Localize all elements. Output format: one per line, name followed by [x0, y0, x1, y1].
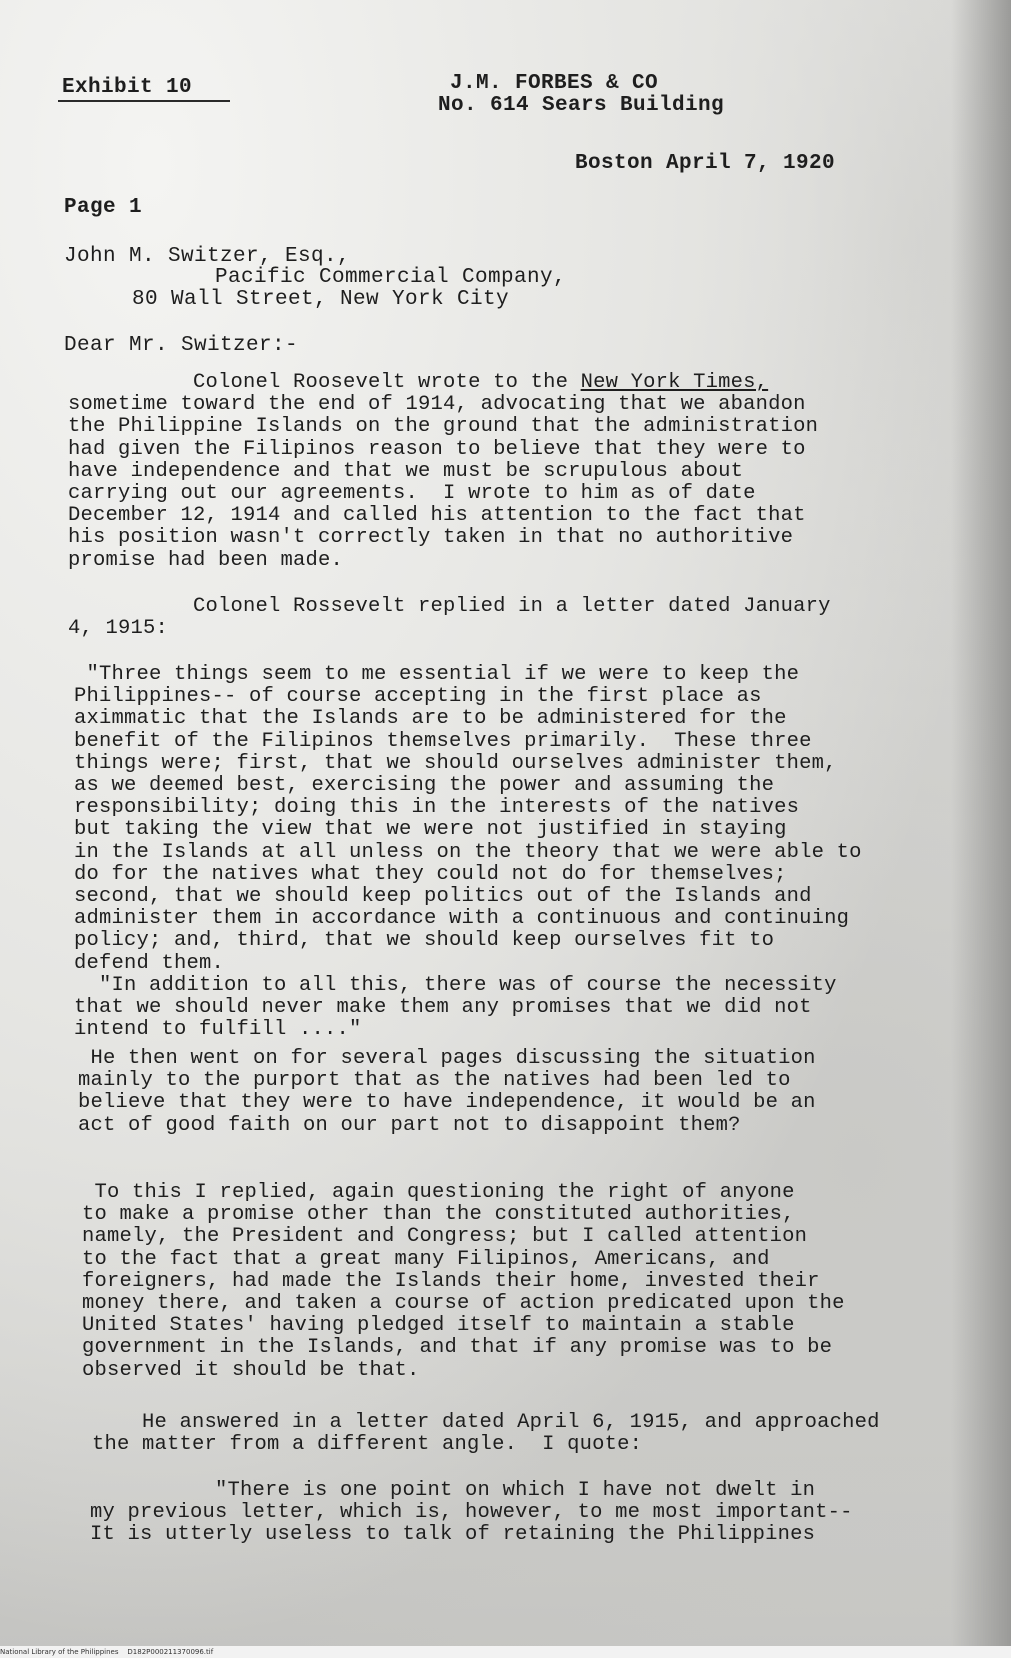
- addressee-street: 80 Wall Street, New York City: [132, 288, 510, 311]
- exhibit-label: Exhibit 10: [62, 76, 193, 99]
- paragraph-1: [68, 372, 818, 572]
- letterhead-company: J.M. FORBES & CO: [450, 72, 659, 95]
- page-number: Page 1: [64, 196, 143, 219]
- paragraph-5: To this I replied, again questioning the right of anyone to make a promise other than the constituted authorities, namely, the President and Congress; but I called attention to the fact that a great many Filipinos, Americans, and foreigners, had made the Islands their home, invested their money there, and taken a course of action predicated upon the United States' having pledged itself to maintain a stable government in the Islands, and that if any promise was to be observed it should be that.: [82, 1181, 845, 1382]
- paragraph-2: Colonel Rossevelt replied in a letter dated January 4, 1915:: [68, 595, 831, 641]
- letter-date: Boston April 7, 1920: [575, 152, 836, 175]
- exhibit-underline: [58, 100, 230, 102]
- addressee-company: Pacific Commercial Company,: [215, 266, 567, 289]
- paragraph-1-lead: Colonel Roosevelt wrote to the: [68, 371, 581, 394]
- paragraph-4: He then went on for several pages discussing the situation mainly to the purport that as the natives had been led to believe that they were to have independence, it would be an act of good faith on our part not to disappoint them?: [78, 1047, 816, 1137]
- newspaper-title: New York Times,: [580, 371, 769, 394]
- page-shadow: [951, 0, 1011, 1658]
- salutation: Dear Mr. Switzer:-: [64, 334, 299, 357]
- paragraph-1-rest: sometime toward the end of 1914, advocating that we abandon the Philippine Islands on the ground that the administration had given the Filipinos reason to believe that they were to have independence and that we must be scrupulous about carrying out our agreements. I wrote to him as of date December 12, 1914 and called his attention to the fact that his position wasn't correctly taken in that no authoritive promise had been made.: [68, 393, 819, 572]
- quoted-letter-2: "There is one point on which I have not dwelt in my previous letter, which is, however, to me most important-- It is utterly useless to talk of retaining the Philippines: [90, 1479, 853, 1547]
- paragraph-6: He answered in a letter dated April 6, 1915, and approached the matter from a different angle. I quote:: [92, 1411, 880, 1457]
- archive-footer: National Library of the Philippines D182P000211370096.tif: [0, 1646, 1011, 1658]
- quoted-letter-1: "Three things seem to me essential if we were to keep the Philippines-- of course accepting in the first place as aximmatic that the Islands are to be administered for the benefit of the Filipinos themselves primarily. These three things were; first, that we should ourselves administer them, as we deemed best, exercising the power and assuming the responsibility; doing this in the interests of the natives but taking the view that we were not justified in staying in the Islands at all unless on the theory that we were able to do for the natives what they could not do for themselves; second, that we should keep politics out of the Islands and administer them in accordance with a continuous and continuing policy; and, third, that we should keep ourselves fit to defend them. "In addition to all this, there was of course the necessity that we should never make them any promises that we did not intend to fulfill ....": [74, 663, 862, 1042]
- letterhead-address: No. 614 Sears Building: [438, 94, 725, 117]
- addressee-name: John M. Switzer, Esq.,: [64, 245, 351, 268]
